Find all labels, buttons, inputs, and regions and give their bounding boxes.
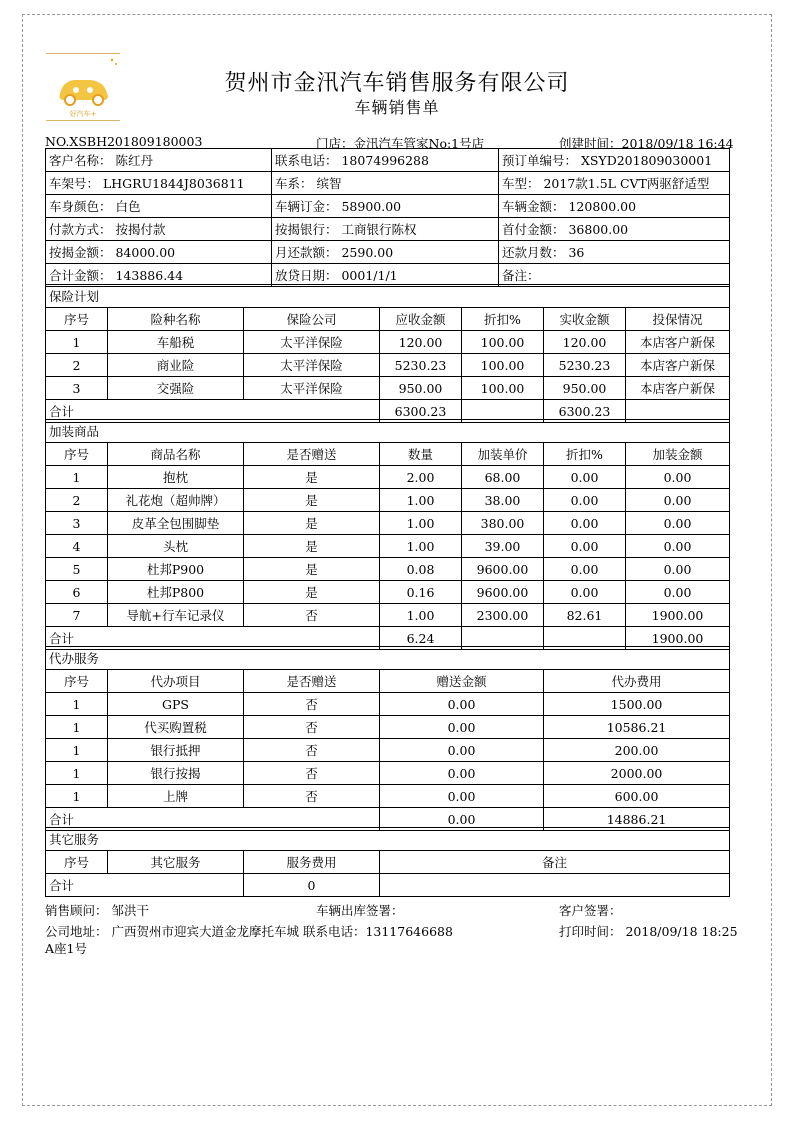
column-header: 序号 xyxy=(46,443,108,466)
cell-unit-price: 68.00 xyxy=(462,466,544,489)
cell-company: 太平洋保险 xyxy=(244,377,380,400)
total-label: 合计 xyxy=(46,808,380,831)
cell-amount: 0.00 xyxy=(626,489,730,512)
agency-table xyxy=(45,646,730,831)
column-header: 赠送金额 xyxy=(380,670,544,693)
cell-amount: 0.00 xyxy=(626,581,730,604)
order-number: NO.XSBH201809180003 xyxy=(45,134,203,149)
total-label: 合计 xyxy=(46,874,244,897)
total-fee: 0 xyxy=(244,874,380,897)
section-title-insurance: 保险计划 xyxy=(46,285,730,308)
cell-amount: 0.00 xyxy=(626,558,730,581)
cell-item: 代买购置税 xyxy=(108,716,244,739)
cell-received: 5230.23 xyxy=(544,354,626,377)
column-header: 数量 xyxy=(380,443,462,466)
column-header: 加装单价 xyxy=(462,443,544,466)
cell-gift: 否 xyxy=(244,739,380,762)
customer-info-table xyxy=(45,148,730,287)
cell-fee: 200.00 xyxy=(544,739,730,762)
cell-discount: 0.00 xyxy=(544,466,626,489)
addons-header-row xyxy=(46,443,730,466)
cell-gift: 否 xyxy=(244,762,380,785)
cell-qty: 1.00 xyxy=(380,535,462,558)
info-cell: 联系电话： 18074996288 xyxy=(272,149,499,172)
info-cell: 车架号： LHGRU1844J8036811 xyxy=(46,172,272,195)
table-row xyxy=(46,716,730,739)
table-row xyxy=(46,331,730,354)
cell-discount: 0.00 xyxy=(544,558,626,581)
cell-gift-amount: 0.00 xyxy=(380,693,544,716)
table-row xyxy=(46,535,730,558)
cell-gift: 否 xyxy=(244,716,380,739)
cell-gift: 是 xyxy=(244,535,380,558)
column-header: 服务费用 xyxy=(244,851,380,874)
total-amount: 1900.00 xyxy=(626,627,730,650)
total-received: 6300.23 xyxy=(544,400,626,423)
cell-index: 1 xyxy=(46,785,108,808)
info-cell: 车型： 2017款1.5L CVT两驱舒适型 xyxy=(499,172,730,195)
info-row xyxy=(46,149,730,172)
print-time: 打印时间： 2018/09/18 18:25 xyxy=(559,924,738,939)
column-header: 是否赠送 xyxy=(244,443,380,466)
info-cell: 客户名称： 陈红丹 xyxy=(46,149,272,172)
cell-receivable: 950.00 xyxy=(380,377,462,400)
store-name: 门店：金汛汽车管家No:1号店 xyxy=(316,136,485,151)
created-time: 创建时间：2018/09/18 16:44 xyxy=(559,136,734,151)
table-row xyxy=(46,604,730,627)
cell-status: 本店客户新保 xyxy=(626,331,730,354)
column-header: 备注 xyxy=(380,851,730,874)
total-label: 合计 xyxy=(46,627,380,650)
cell-gift-amount: 0.00 xyxy=(380,762,544,785)
cell-index: 2 xyxy=(46,354,108,377)
info-row xyxy=(46,241,730,264)
column-header: 保险公司 xyxy=(244,308,380,331)
section-title-agency: 代办服务 xyxy=(46,647,730,670)
logo-bottom-rule xyxy=(46,120,120,121)
document-title: 车辆销售单 xyxy=(354,98,440,117)
cell-item: 银行按揭 xyxy=(108,762,244,785)
sales-advisor: 销售顾问： 邹洪干 xyxy=(45,903,149,918)
table-row xyxy=(46,354,730,377)
column-header: 险种名称 xyxy=(108,308,244,331)
info-cell: 预订单编号： XSYD201809030001 xyxy=(499,149,730,172)
info-cell: 按揭金额： 84000.00 xyxy=(46,241,272,264)
section-title-addons: 加装商品 xyxy=(46,420,730,443)
cell-qty: 1.00 xyxy=(380,512,462,535)
cell-amount: 0.00 xyxy=(626,512,730,535)
cell-product: 杜邦P900 xyxy=(108,558,244,581)
cell-index: 1 xyxy=(46,466,108,489)
cell-type: 商业险 xyxy=(108,354,244,377)
cell-receivable: 5230.23 xyxy=(380,354,462,377)
column-header: 商品名称 xyxy=(108,443,244,466)
cell-index: 2 xyxy=(46,489,108,512)
cell-gift: 否 xyxy=(244,604,380,627)
column-header: 其它服务 xyxy=(108,851,244,874)
total-fee: 14886.21 xyxy=(544,808,730,831)
table-row xyxy=(46,739,730,762)
insurance-header-row xyxy=(46,308,730,331)
info-cell: 车辆金额： 120800.00 xyxy=(499,195,730,218)
info-cell: 备注： xyxy=(499,264,730,287)
other-services-table xyxy=(45,827,730,897)
cell-qty: 1.00 xyxy=(380,604,462,627)
info-cell: 车身颜色： 白色 xyxy=(46,195,272,218)
table-row xyxy=(46,512,730,535)
table-row xyxy=(46,693,730,716)
agency-header-row xyxy=(46,670,730,693)
column-header: 代办费用 xyxy=(544,670,730,693)
total-label: 合计 xyxy=(46,400,380,423)
cell-unit-price: 38.00 xyxy=(462,489,544,512)
cell-gift: 是 xyxy=(244,489,380,512)
cell-receivable: 120.00 xyxy=(380,331,462,354)
table-row xyxy=(46,377,730,400)
cell-qty: 1.00 xyxy=(380,489,462,512)
cell-index: 3 xyxy=(46,512,108,535)
cell-gift: 否 xyxy=(244,693,380,716)
cell-product: 礼花炮（超帅牌） xyxy=(108,489,244,512)
cell-company: 太平洋保险 xyxy=(244,354,380,377)
table-row xyxy=(46,581,730,604)
cell-amount: 0.00 xyxy=(626,535,730,558)
cell-product: 皮革全包围脚垫 xyxy=(108,512,244,535)
customer-signature-label: 客户签署： xyxy=(559,903,622,918)
cell-product: 头枕 xyxy=(108,535,244,558)
info-cell: 按揭银行： 工商银行陈权 xyxy=(272,218,499,241)
cell-index: 4 xyxy=(46,535,108,558)
addons-table xyxy=(45,419,730,650)
cell-status: 本店客户新保 xyxy=(626,377,730,400)
svg-text:好汽车+: 好汽车+ xyxy=(69,110,97,118)
cell-gift: 是 xyxy=(244,581,380,604)
column-header: 折扣% xyxy=(544,443,626,466)
cell-product: 抱枕 xyxy=(108,466,244,489)
cell-discount: 100.00 xyxy=(462,331,544,354)
cell-gift-amount: 0.00 xyxy=(380,739,544,762)
cell-item: 银行抵押 xyxy=(108,739,244,762)
table-row xyxy=(46,489,730,512)
cell-index: 7 xyxy=(46,604,108,627)
cell-product: 导航+行车记录仪 xyxy=(108,604,244,627)
cell-index: 1 xyxy=(46,762,108,785)
info-cell: 放贷日期： 0001/1/1 xyxy=(272,264,499,287)
cell-index: 6 xyxy=(46,581,108,604)
table-row xyxy=(46,785,730,808)
cell-fee: 1500.00 xyxy=(544,693,730,716)
cell-unit-price: 2300.00 xyxy=(462,604,544,627)
info-cell: 首付金额： 36800.00 xyxy=(499,218,730,241)
info-cell: 车辆订金： 58900.00 xyxy=(272,195,499,218)
cell-company: 太平洋保险 xyxy=(244,331,380,354)
cell-unit-price: 9600.00 xyxy=(462,558,544,581)
cell-index: 1 xyxy=(46,693,108,716)
cell-discount: 100.00 xyxy=(462,377,544,400)
table-row xyxy=(46,466,730,489)
column-header: 序号 xyxy=(46,851,108,874)
info-cell: 合计金额： 143886.44 xyxy=(46,264,272,287)
delivery-signature-label: 车辆出库签署： xyxy=(316,903,404,918)
cell-gift: 否 xyxy=(244,785,380,808)
section-title-other: 其它服务 xyxy=(46,828,730,851)
cell-qty: 2.00 xyxy=(380,466,462,489)
cell-gift-amount: 0.00 xyxy=(380,716,544,739)
info-cell: 付款方式： 按揭付款 xyxy=(46,218,272,241)
column-header: 序号 xyxy=(46,670,108,693)
cell-gift: 是 xyxy=(244,558,380,581)
total-qty: 6.24 xyxy=(380,627,462,650)
cell-type: 车船税 xyxy=(108,331,244,354)
column-header: 投保情况 xyxy=(626,308,730,331)
cell-amount: 1900.00 xyxy=(626,604,730,627)
empty-cell xyxy=(380,874,730,897)
cell-discount: 0.00 xyxy=(544,512,626,535)
cell-discount: 100.00 xyxy=(462,354,544,377)
cell-type: 交强险 xyxy=(108,377,244,400)
column-header: 代办项目 xyxy=(108,670,244,693)
cell-unit-price: 9600.00 xyxy=(462,581,544,604)
cell-amount: 0.00 xyxy=(626,466,730,489)
cell-fee: 10586.21 xyxy=(544,716,730,739)
insurance-table xyxy=(45,284,730,423)
company-address: 公司地址： 广西贺州市迎宾大道金龙摩托车城 联系电话：13117646688 xyxy=(45,924,453,939)
cell-qty: 0.08 xyxy=(380,558,462,581)
info-cell: 还款月数： 36 xyxy=(499,241,730,264)
cell-discount: 0.00 xyxy=(544,535,626,558)
company-name: 贺州市金汛汽车销售服务有限公司 xyxy=(224,71,570,96)
table-row xyxy=(46,762,730,785)
cell-fee: 600.00 xyxy=(544,785,730,808)
cell-gift-amount: 0.00 xyxy=(380,785,544,808)
info-cell: 月还款额： 2590.00 xyxy=(272,241,499,264)
cell-unit-price: 380.00 xyxy=(462,512,544,535)
company-address-line2: A座1号 xyxy=(45,941,87,956)
cell-fee: 2000.00 xyxy=(544,762,730,785)
cell-index: 3 xyxy=(46,377,108,400)
total-gift-amount: 0.00 xyxy=(380,808,544,831)
cell-index: 1 xyxy=(46,331,108,354)
column-header: 实收金额 xyxy=(544,308,626,331)
total-row xyxy=(46,874,730,897)
cell-product: 杜邦P800 xyxy=(108,581,244,604)
column-header: 序号 xyxy=(46,308,108,331)
cell-item: 上牌 xyxy=(108,785,244,808)
column-header: 应收金额 xyxy=(380,308,462,331)
cell-discount: 0.00 xyxy=(544,581,626,604)
column-header: 加装金额 xyxy=(626,443,730,466)
cell-gift: 是 xyxy=(244,466,380,489)
cell-unit-price: 39.00 xyxy=(462,535,544,558)
cell-status: 本店客户新保 xyxy=(626,354,730,377)
column-header: 是否赠送 xyxy=(244,670,380,693)
cell-item: GPS xyxy=(108,693,244,716)
cell-index: 1 xyxy=(46,739,108,762)
other-header-row xyxy=(46,851,730,874)
cell-received: 950.00 xyxy=(544,377,626,400)
cell-discount: 82.61 xyxy=(544,604,626,627)
cell-gift: 是 xyxy=(244,512,380,535)
cell-index: 5 xyxy=(46,558,108,581)
cell-qty: 0.16 xyxy=(380,581,462,604)
info-row xyxy=(46,218,730,241)
cell-index: 1 xyxy=(46,716,108,739)
table-row xyxy=(46,558,730,581)
cell-received: 120.00 xyxy=(544,331,626,354)
info-row xyxy=(46,195,730,218)
info-cell: 车系： 缤智 xyxy=(272,172,499,195)
cell-discount: 0.00 xyxy=(544,489,626,512)
total-receivable: 6300.23 xyxy=(380,400,462,423)
info-row xyxy=(46,172,730,195)
column-header: 折扣% xyxy=(462,308,544,331)
